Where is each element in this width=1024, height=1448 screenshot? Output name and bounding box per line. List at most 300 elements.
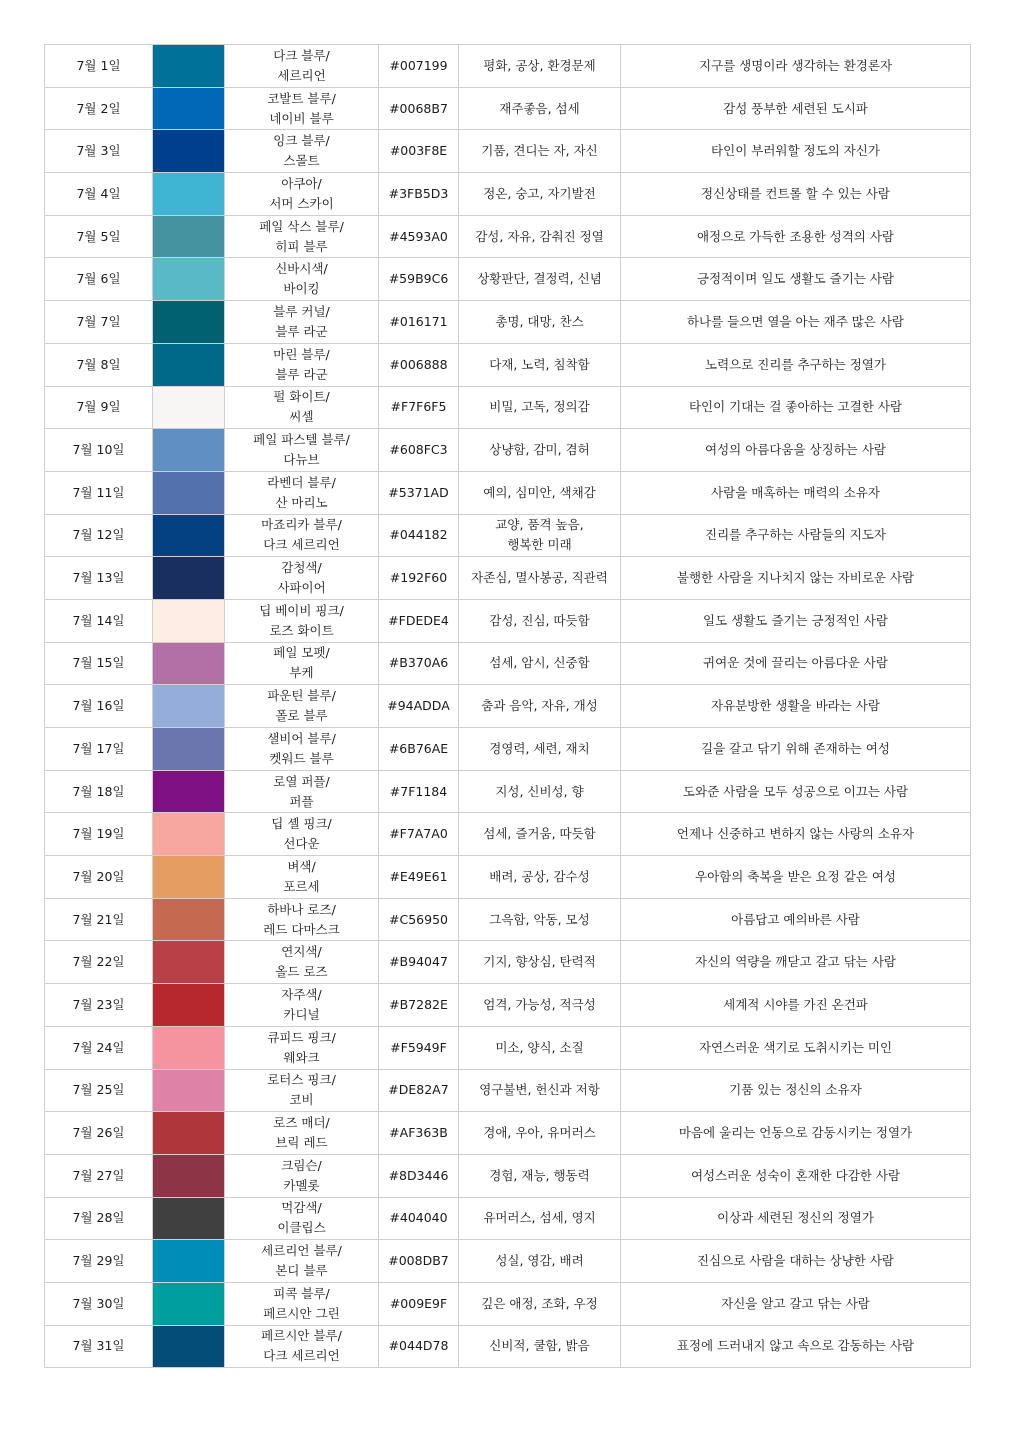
swatch-cell	[153, 215, 225, 258]
color-name-line-1: 마린 블루/	[273, 346, 330, 362]
table-row	[45, 1026, 971, 1069]
table-row	[45, 813, 971, 856]
color-name-line-1: 페일 삭스 블루/	[259, 218, 344, 234]
table-row	[45, 1282, 971, 1325]
date-cell	[45, 173, 153, 216]
color-name-line-1: 샐비어 블루/	[267, 730, 336, 746]
color-name-line-2: 켓워드 블루	[269, 750, 334, 766]
color-swatch	[153, 1326, 224, 1368]
hex-cell	[379, 1282, 459, 1325]
hex-cell	[379, 1154, 459, 1197]
table-row	[45, 215, 971, 258]
color-name-line-1: 큐피드 핑크/	[267, 1029, 336, 1045]
keywords-cell	[459, 215, 621, 258]
description-text: 언제나 신중하고 변하지 않는 사랑의 소유자	[676, 826, 915, 842]
keywords-text: 상냥함, 감미, 겸허	[489, 442, 590, 458]
color-name-cell	[225, 343, 379, 386]
color-name-line-1: 마죠리카 블루/	[261, 517, 342, 533]
table-row	[45, 386, 971, 429]
color-swatch	[153, 45, 224, 87]
hex-code: #044182	[389, 527, 448, 543]
color-name-cell	[225, 301, 379, 344]
hex-cell	[379, 770, 459, 813]
date-label: 7월 7일	[76, 313, 121, 329]
table-row	[45, 45, 971, 88]
hex-code: #192F60	[389, 570, 448, 586]
color-name-line-2: 씨셀	[289, 409, 314, 425]
keywords-cell	[459, 258, 621, 301]
date-cell	[45, 386, 153, 429]
keywords-text: 총명, 대망, 찬스	[495, 313, 584, 329]
color-name-line-2: 선다운	[283, 836, 320, 852]
color-swatch	[153, 856, 224, 898]
table-row	[45, 770, 971, 813]
description-text: 불행한 사람을 지나치지 않는 자비로운 사람	[676, 570, 915, 586]
keywords-text: 상황판단, 결정력, 신념	[477, 271, 602, 287]
date-label: 7월 22일	[72, 954, 125, 970]
hex-cell	[379, 941, 459, 984]
keywords-cell	[459, 685, 621, 728]
hex-code: #F7A7A0	[389, 826, 448, 842]
description-cell	[621, 1026, 971, 1069]
description-cell	[621, 813, 971, 856]
swatch-cell	[153, 1154, 225, 1197]
date-cell	[45, 1197, 153, 1240]
description-cell	[621, 1282, 971, 1325]
color-name-line-1: 블루 커널/	[273, 303, 330, 319]
description-text: 표정에 드러내지 않고 속으로 감동하는 사람	[676, 1338, 915, 1354]
color-name-line-2: 올드 로즈	[275, 964, 328, 980]
keywords-text: 감성, 진심, 따듯함	[489, 612, 590, 628]
swatch-cell	[153, 1282, 225, 1325]
description-text: 여성의 아름다움을 상징하는 사람	[705, 442, 886, 458]
description-cell	[621, 45, 971, 88]
swatch-cell	[153, 557, 225, 600]
date-label: 7월 16일	[72, 698, 125, 714]
description-cell	[621, 1197, 971, 1240]
table-row	[45, 1197, 971, 1240]
date-label: 7월 13일	[72, 570, 125, 586]
color-swatch	[153, 344, 224, 386]
color-name-line-2: 세르리언	[277, 67, 326, 83]
table-row	[45, 642, 971, 685]
description-text: 마음에 울리는 언동으로 감동시키는 정열가	[678, 1125, 913, 1141]
date-label: 7월 19일	[72, 826, 125, 842]
keywords-cell	[459, 87, 621, 130]
hex-code: #6B76AE	[388, 740, 449, 756]
date-label: 7월 5일	[76, 228, 121, 244]
hex-cell	[379, 1240, 459, 1283]
keywords-cell	[459, 856, 621, 899]
description-text: 애정으로 가득한 조용한 성격의 사람	[696, 228, 895, 244]
date-cell	[45, 599, 153, 642]
color-name-line-2: 블루 라군	[275, 323, 328, 339]
swatch-cell	[153, 1325, 225, 1368]
color-name-line-1: 펄 화이트/	[273, 389, 330, 405]
keywords-cell	[459, 45, 621, 88]
description-text: 길을 갈고 닦기 위해 존재하는 여성	[701, 740, 890, 756]
swatch-cell	[153, 856, 225, 899]
hex-code: #B7282E	[389, 996, 448, 1012]
description-text: 자신을 알고 갈고 닦는 사람	[721, 1295, 870, 1311]
hex-cell	[379, 45, 459, 88]
description-cell	[621, 173, 971, 216]
date-label: 7월 28일	[72, 1210, 125, 1226]
color-name-line-2: 페르시안 그린	[263, 1305, 340, 1321]
color-name-line-2: 스몰트	[283, 153, 320, 169]
table-row	[45, 87, 971, 130]
hex-code: #4593A0	[389, 228, 448, 244]
swatch-cell	[153, 1112, 225, 1155]
date-label: 7월 30일	[72, 1295, 125, 1311]
color-name-cell	[225, 514, 379, 557]
color-name-cell	[225, 642, 379, 685]
color-name-cell	[225, 1325, 379, 1368]
hex-cell	[379, 1112, 459, 1155]
table-row	[45, 599, 971, 642]
date-cell	[45, 87, 153, 130]
color-swatch	[153, 429, 224, 471]
hex-code: #E49E61	[389, 868, 448, 884]
color-swatch	[153, 301, 224, 343]
table-row	[45, 429, 971, 472]
hex-code: #404040	[389, 1210, 448, 1226]
keywords-cell	[459, 728, 621, 771]
date-label: 7월 31일	[72, 1338, 125, 1354]
date-cell	[45, 514, 153, 557]
date-label: 7월 23일	[72, 996, 125, 1012]
date-label: 7월 4일	[76, 185, 121, 201]
hex-cell	[379, 984, 459, 1027]
color-name-cell	[225, 941, 379, 984]
color-swatch	[153, 557, 224, 599]
color-name-line-1: 로터스 핑크/	[267, 1072, 336, 1088]
swatch-cell	[153, 1240, 225, 1283]
color-name-line-1: 로열 퍼플/	[273, 773, 330, 789]
color-name-line-2: 서머 스카이	[269, 195, 334, 211]
swatch-cell	[153, 1197, 225, 1240]
swatch-cell	[153, 173, 225, 216]
description-text: 여성스러운 성숙이 혼재한 다감한 사람	[690, 1167, 901, 1183]
description-text: 귀여운 것에 끌리는 아름다운 사람	[703, 655, 888, 671]
keywords-text: 배려, 공상, 감수성	[489, 868, 590, 884]
color-name-cell	[225, 130, 379, 173]
color-name-line-2: 본디 블루	[275, 1263, 328, 1279]
color-name-cell	[225, 429, 379, 472]
color-name-line-1: 로즈 매더/	[273, 1115, 330, 1131]
keywords-text: 예의, 심미안, 색채감	[483, 484, 596, 500]
table-row	[45, 984, 971, 1027]
color-name-line-1: 자주색/	[281, 986, 322, 1002]
keywords-cell	[459, 898, 621, 941]
description-text: 기품 있는 정신의 소유자	[729, 1082, 862, 1098]
description-cell	[621, 599, 971, 642]
description-text: 노력으로 진리를 추구하는 정열가	[705, 356, 886, 372]
hex-cell	[379, 386, 459, 429]
color-name-line-2: 네이비 블루	[269, 110, 334, 126]
description-cell	[621, 87, 971, 130]
swatch-cell	[153, 685, 225, 728]
hex-cell	[379, 87, 459, 130]
color-name-cell	[225, 1026, 379, 1069]
color-name-line-2: 브릭 레드	[275, 1135, 328, 1151]
keywords-cell	[459, 173, 621, 216]
keywords-text: 유머러스, 섬세, 영지	[483, 1210, 596, 1226]
date-label: 7월 10일	[72, 442, 125, 458]
hex-cell	[379, 813, 459, 856]
swatch-cell	[153, 386, 225, 429]
date-label: 7월 24일	[72, 1039, 125, 1055]
color-swatch	[153, 1155, 224, 1197]
color-name-line-1: 감청색/	[281, 560, 322, 576]
swatch-cell	[153, 941, 225, 984]
description-cell	[621, 471, 971, 514]
color-name-line-2: 다뉴브	[283, 452, 320, 468]
description-cell	[621, 1154, 971, 1197]
color-swatch	[153, 813, 224, 855]
hex-cell	[379, 557, 459, 600]
keywords-cell	[459, 642, 621, 685]
description-cell	[621, 685, 971, 728]
date-cell	[45, 258, 153, 301]
color-name-line-1: 연지색/	[281, 944, 322, 960]
date-label: 7월 8일	[76, 356, 121, 372]
color-swatch	[153, 1198, 224, 1240]
table-row	[45, 1069, 971, 1112]
color-name-cell	[225, 87, 379, 130]
birthday-color-table	[44, 44, 971, 1368]
color-name-line-1: 하바나 로즈/	[267, 901, 336, 917]
keywords-text: 경애, 우아, 유머러스	[483, 1125, 596, 1141]
description-text: 도와준 사람을 모두 성공으로 이끄는 사람	[682, 783, 909, 799]
description-text: 사람을 매혹하는 매력의 소유자	[711, 484, 880, 500]
color-swatch	[153, 685, 224, 727]
color-swatch	[153, 515, 224, 557]
table-row	[45, 557, 971, 600]
date-cell	[45, 557, 153, 600]
date-cell	[45, 685, 153, 728]
hex-cell	[379, 301, 459, 344]
swatch-cell	[153, 343, 225, 386]
color-name-line-1: 아쿠아/	[281, 175, 322, 191]
swatch-cell	[153, 1069, 225, 1112]
color-name-line-1: 다크 블루/	[273, 47, 330, 63]
description-text: 감성 풍부한 세련된 도시파	[723, 100, 868, 116]
swatch-cell	[153, 258, 225, 301]
hex-code: #DE82A7	[388, 1082, 449, 1098]
color-swatch	[153, 728, 224, 770]
hex-code: #94ADDA	[387, 698, 450, 714]
keywords-text: 영구불변, 헌신과 저항	[479, 1082, 600, 1098]
hex-cell	[379, 1325, 459, 1368]
color-swatch	[153, 1027, 224, 1069]
hex-code: #F5949F	[390, 1039, 447, 1055]
color-name-line-1: 신바시색/	[275, 261, 328, 277]
description-text: 일도 생활도 즐기는 긍정적인 사람	[703, 612, 888, 628]
color-name-cell	[225, 813, 379, 856]
color-swatch	[153, 1070, 224, 1112]
keywords-text: 다재, 노력, 침착함	[489, 356, 590, 372]
description-cell	[621, 514, 971, 557]
color-swatch	[153, 258, 224, 300]
color-name-cell	[225, 856, 379, 899]
table-row	[45, 301, 971, 344]
keywords-cell	[459, 301, 621, 344]
hex-cell	[379, 1069, 459, 1112]
description-cell	[621, 1325, 971, 1368]
color-swatch	[153, 387, 224, 429]
keywords-cell	[459, 599, 621, 642]
description-cell	[621, 941, 971, 984]
color-swatch	[153, 899, 224, 941]
color-name-line-2: 부케	[289, 665, 314, 681]
color-name-line-1: 파운틴 블루/	[267, 688, 336, 704]
date-cell	[45, 984, 153, 1027]
color-name-cell	[225, 1240, 379, 1283]
color-name-line-1: 딥 베이비 핑크/	[259, 602, 344, 618]
date-label: 7월 2일	[76, 100, 121, 116]
color-name-cell	[225, 1282, 379, 1325]
date-cell	[45, 898, 153, 941]
hex-code: #59B9C6	[388, 271, 449, 287]
table-row	[45, 898, 971, 941]
keywords-cell	[459, 514, 621, 557]
keywords-cell	[459, 386, 621, 429]
keywords-text: 기품, 견디는 자, 자신	[481, 143, 598, 159]
color-name-line-1: 라벤더 블루/	[267, 474, 336, 490]
swatch-cell	[153, 898, 225, 941]
color-name-line-2: 사파이어	[277, 580, 326, 596]
color-name-line-2: 레드 다마스크	[263, 921, 340, 937]
color-name-line-2: 이클립스	[277, 1220, 326, 1236]
description-cell	[621, 984, 971, 1027]
table-row	[45, 856, 971, 899]
description-text: 타인이 기대는 걸 좋아하는 고결한 사람	[688, 399, 903, 415]
date-label: 7월 18일	[72, 783, 125, 799]
color-name-cell	[225, 1112, 379, 1155]
keywords-text: 감성, 자유, 감춰진 정열	[475, 228, 604, 244]
keywords-cell	[459, 941, 621, 984]
keywords-cell	[459, 1026, 621, 1069]
description-text: 세계적 시야를 가진 온건파	[723, 996, 868, 1012]
keywords-text: 경험, 재능, 행동력	[489, 1167, 590, 1183]
color-name-line-1: 코발트 블루/	[267, 90, 336, 106]
swatch-cell	[153, 1026, 225, 1069]
date-cell	[45, 429, 153, 472]
color-name-line-2: 코비	[289, 1092, 314, 1108]
color-name-line-1: 페일 파스텔 블루/	[253, 432, 350, 448]
description-cell	[621, 1240, 971, 1283]
table-row	[45, 1325, 971, 1368]
hex-code: #016171	[389, 313, 448, 329]
hex-code: #006888	[389, 356, 448, 372]
description-cell	[621, 770, 971, 813]
hex-code: #F7F6F5	[390, 399, 447, 415]
color-name-cell	[225, 728, 379, 771]
keywords-text: 지성, 신비성, 향	[495, 783, 584, 799]
keywords-text: 평화, 공상, 환경문제	[483, 57, 596, 73]
keywords-text: 그윽함, 악동, 모성	[489, 911, 590, 927]
date-cell	[45, 856, 153, 899]
hex-code: #8D3446	[388, 1167, 449, 1183]
hex-cell	[379, 728, 459, 771]
color-name-line-1: 먹감색/	[281, 1200, 322, 1216]
date-label: 7월 9일	[76, 399, 121, 415]
date-label: 7월 27일	[72, 1167, 125, 1183]
table-row	[45, 343, 971, 386]
color-swatch	[153, 472, 224, 514]
date-cell	[45, 1026, 153, 1069]
color-name-cell	[225, 898, 379, 941]
hex-code: #AF363B	[389, 1125, 448, 1141]
color-name-cell	[225, 45, 379, 88]
table-row	[45, 1154, 971, 1197]
color-swatch	[153, 984, 224, 1026]
keywords-cell	[459, 1154, 621, 1197]
date-cell	[45, 642, 153, 685]
color-swatch	[153, 130, 224, 172]
color-name-line-2: 카디널	[283, 1006, 320, 1022]
color-name-cell	[225, 215, 379, 258]
date-label: 7월 14일	[72, 612, 125, 628]
color-swatch	[153, 88, 224, 130]
date-cell	[45, 1112, 153, 1155]
color-name-line-2: 폴로 블루	[275, 708, 328, 724]
date-label: 7월 17일	[72, 740, 125, 756]
table-row	[45, 514, 971, 557]
keywords-text: 재주좋음, 섬세	[499, 100, 580, 116]
keywords-text: 교양, 품격 높음,	[495, 517, 584, 533]
color-name-line-2: 로즈 화이트	[269, 622, 334, 638]
keywords-cell	[459, 813, 621, 856]
color-name-line-2: 카멜롯	[283, 1177, 320, 1193]
hex-cell	[379, 856, 459, 899]
date-cell	[45, 45, 153, 88]
color-name-line-2: 다크 세르리언	[263, 537, 340, 553]
hex-code: #B370A6	[388, 655, 449, 671]
color-name-line-1: 페일 모펫/	[273, 645, 330, 661]
color-name-cell	[225, 1154, 379, 1197]
description-text: 타인이 부러워할 정도의 자신가	[711, 143, 880, 159]
hex-code: #608FC3	[389, 442, 448, 458]
hex-cell	[379, 130, 459, 173]
keywords-cell	[459, 429, 621, 472]
hex-cell	[379, 685, 459, 728]
description-text: 하나를 들으면 열을 아는 재주 많은 사람	[686, 313, 905, 329]
hex-cell	[379, 599, 459, 642]
color-name-line-1: 딥 셸 핑크/	[271, 816, 332, 832]
keywords-text: 자존심, 멸사봉공, 직관력	[471, 570, 608, 586]
table-row	[45, 1240, 971, 1283]
swatch-cell	[153, 45, 225, 88]
table-row	[45, 1112, 971, 1155]
description-text: 진리를 추구하는 사람들의 지도자	[705, 527, 886, 543]
hex-cell	[379, 514, 459, 557]
color-name-line-1: 잉크 블루/	[273, 133, 330, 149]
table-row	[45, 471, 971, 514]
description-cell	[621, 728, 971, 771]
swatch-cell	[153, 599, 225, 642]
date-label: 7월 15일	[72, 655, 125, 671]
color-name-cell	[225, 685, 379, 728]
color-name-cell	[225, 386, 379, 429]
color-swatch	[153, 216, 224, 258]
color-name-line-1: 피콕 블루/	[273, 1285, 330, 1301]
hex-code: #C56950	[389, 911, 448, 927]
keywords-cell	[459, 984, 621, 1027]
swatch-cell	[153, 471, 225, 514]
date-label: 7월 20일	[72, 868, 125, 884]
